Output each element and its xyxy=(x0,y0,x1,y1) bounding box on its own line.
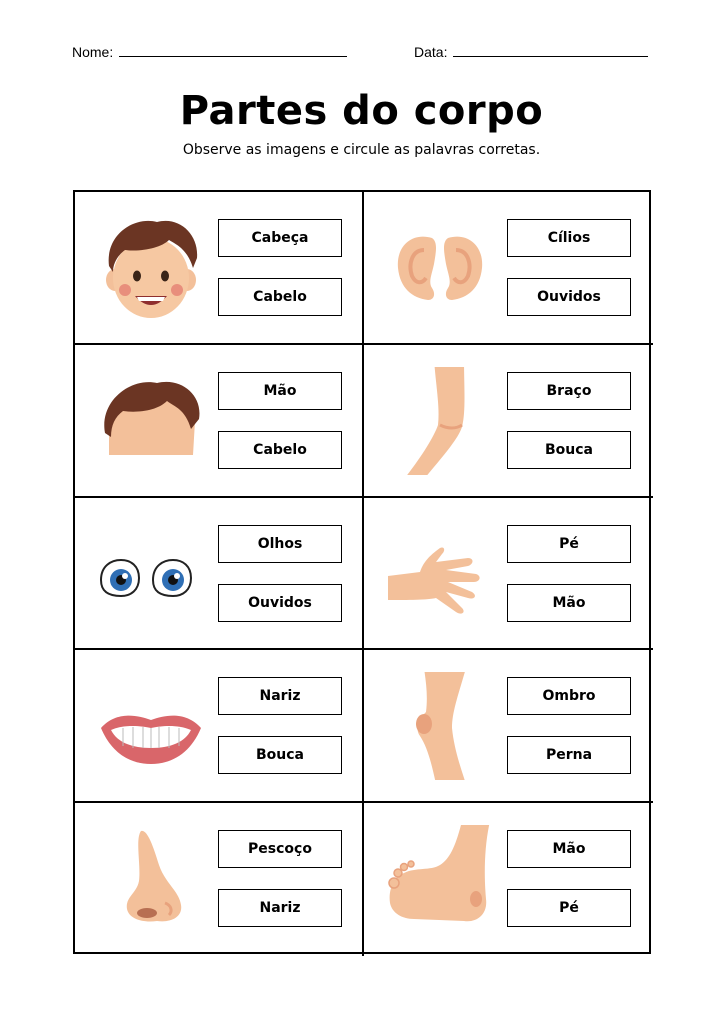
page-subtitle: Observe as imagens e circule as palavras corretas. xyxy=(182,142,541,158)
name-line[interactable] xyxy=(119,44,347,57)
option-bottom[interactable]: Bouca xyxy=(218,736,342,774)
exercise-cell xyxy=(75,498,364,651)
leg-icon xyxy=(384,672,496,780)
page-title: Partes do corpo xyxy=(179,88,544,134)
option-bottom[interactable]: Perna xyxy=(507,736,631,774)
option-bottom[interactable]: Bouca xyxy=(507,431,631,469)
name-label: Nome: xyxy=(72,44,114,60)
exercise-cell xyxy=(75,803,364,956)
hand-icon xyxy=(384,520,496,628)
exercise-cell xyxy=(364,650,653,803)
exercise-grid xyxy=(73,190,651,954)
exercise-cell xyxy=(75,192,364,345)
option-bottom[interactable]: Nariz xyxy=(218,889,342,927)
option-top[interactable]: Ombro xyxy=(507,677,631,715)
option-top[interactable]: Braço xyxy=(507,372,631,410)
option-bottom[interactable]: Cabelo xyxy=(218,431,342,469)
exercise-cell xyxy=(364,345,653,498)
option-top[interactable]: Mão xyxy=(507,830,631,868)
hair-icon xyxy=(95,367,207,475)
option-top[interactable]: Olhos xyxy=(218,525,342,563)
option-bottom[interactable]: Ouvidos xyxy=(218,584,342,622)
option-top[interactable]: Nariz xyxy=(218,677,342,715)
option-top[interactable]: Cílios xyxy=(507,219,631,257)
mouth-icon xyxy=(95,672,207,780)
date-line[interactable] xyxy=(453,44,648,57)
eyes-icon xyxy=(95,520,207,628)
option-top[interactable]: Cabeça xyxy=(218,219,342,257)
date-field[interactable] xyxy=(414,44,648,60)
nose-icon xyxy=(95,825,207,933)
option-bottom[interactable]: Ouvidos xyxy=(507,278,631,316)
option-bottom[interactable]: Mão xyxy=(507,584,631,622)
exercise-cell xyxy=(75,345,364,498)
option-top[interactable]: Mão xyxy=(218,372,342,410)
arm-icon xyxy=(384,367,496,475)
date-label: Data: xyxy=(414,44,448,60)
name-field[interactable] xyxy=(72,44,347,60)
option-top[interactable]: Pé xyxy=(507,525,631,563)
ears-icon xyxy=(384,214,496,322)
foot-icon xyxy=(384,825,496,933)
exercise-cell xyxy=(364,803,653,956)
exercise-cell xyxy=(364,192,653,345)
option-top[interactable]: Pescoço xyxy=(218,830,342,868)
option-bottom[interactable]: Cabelo xyxy=(218,278,342,316)
boy-head-icon xyxy=(95,214,207,322)
exercise-cell xyxy=(364,498,653,651)
option-bottom[interactable]: Pé xyxy=(507,889,631,927)
exercise-cell xyxy=(75,650,364,803)
